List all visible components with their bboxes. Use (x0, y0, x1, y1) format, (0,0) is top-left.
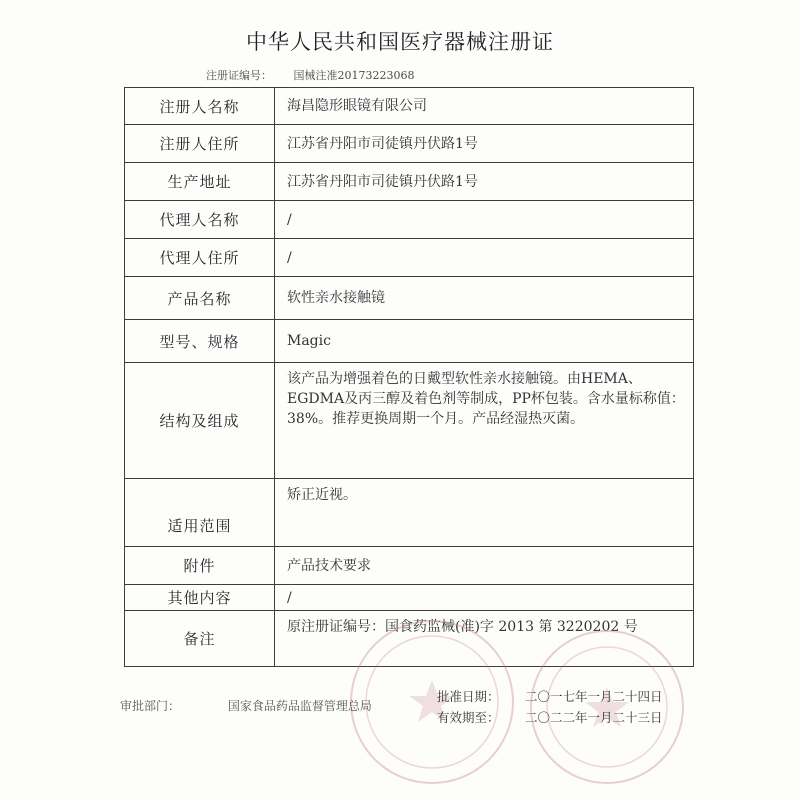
row-label: 代理人名称 (125, 201, 275, 239)
table-row (125, 88, 694, 125)
certificate-table (124, 87, 694, 667)
table-row (125, 163, 694, 201)
valid-until-line (437, 707, 663, 728)
table-row (125, 277, 694, 320)
row-label: 代理人住所 (125, 239, 275, 277)
row-label: 附件 (125, 547, 275, 585)
table-row (125, 479, 694, 547)
valid-until-label: 有效期至： (437, 710, 500, 725)
registration-number-label: 注册证编号： (206, 69, 272, 82)
table-row (125, 363, 694, 479)
row-value: Magic (275, 320, 694, 363)
row-label: 适用范围 (125, 479, 275, 547)
registration-number-line (206, 67, 414, 83)
row-value: 原注册证编号：国食药监械(准)字 2013 第 3220202 号 (275, 611, 694, 667)
row-label: 备注 (125, 611, 275, 667)
row-value: 江苏省丹阳市司徒镇丹伏路1号 (275, 163, 694, 201)
row-value: 软性亲水接触镜 (275, 277, 694, 320)
row-value: 海昌隐形眼镜有限公司 (275, 88, 694, 125)
row-value: / (275, 201, 694, 239)
row-label: 生产地址 (125, 163, 275, 201)
row-label: 产品名称 (125, 277, 275, 320)
row-label: 其他内容 (125, 585, 275, 611)
table-row (125, 320, 694, 363)
row-label: 型号、规格 (125, 320, 275, 363)
row-value: / (275, 585, 694, 611)
table-row (125, 125, 694, 163)
valid-until-date: 二〇二二年一月二十三日 (524, 710, 663, 725)
row-value: 矫正近视。 (275, 479, 694, 547)
row-value: 产品技术要求 (275, 547, 694, 585)
row-label: 注册人名称 (125, 88, 275, 125)
registration-number: 国械注准20173223068 (293, 69, 415, 82)
approver-name: 国家食品药品监督管理总局 (227, 699, 372, 713)
row-value: 江苏省丹阳市司徒镇丹伏路1号 (275, 125, 694, 163)
approver (120, 697, 372, 714)
validity-dates (437, 686, 663, 728)
row-value: 该产品为增强着色的日戴型软性亲水接触镜。由HEMA、EGDMA及丙三醇及着色剂等制成，PP杯包装。含水量标称值：38%。推荐更换周期一个月。产品经湿热灭菌。 (275, 363, 694, 479)
row-value: / (275, 239, 694, 277)
row-label: 结构及组成 (125, 363, 275, 479)
approval-date: 二〇一七年一月二十四日 (524, 689, 663, 704)
approval-date-line (437, 686, 663, 707)
document-title: 中华人民共和国医疗器械注册证 (246, 30, 554, 54)
row-label: 注册人住所 (125, 125, 275, 163)
table-row (125, 547, 694, 585)
table-row (125, 585, 694, 611)
table-row (125, 239, 694, 277)
approval-date-label: 批准日期： (437, 689, 500, 704)
approver-label: 审批部门： (120, 699, 181, 713)
table-row (125, 201, 694, 239)
